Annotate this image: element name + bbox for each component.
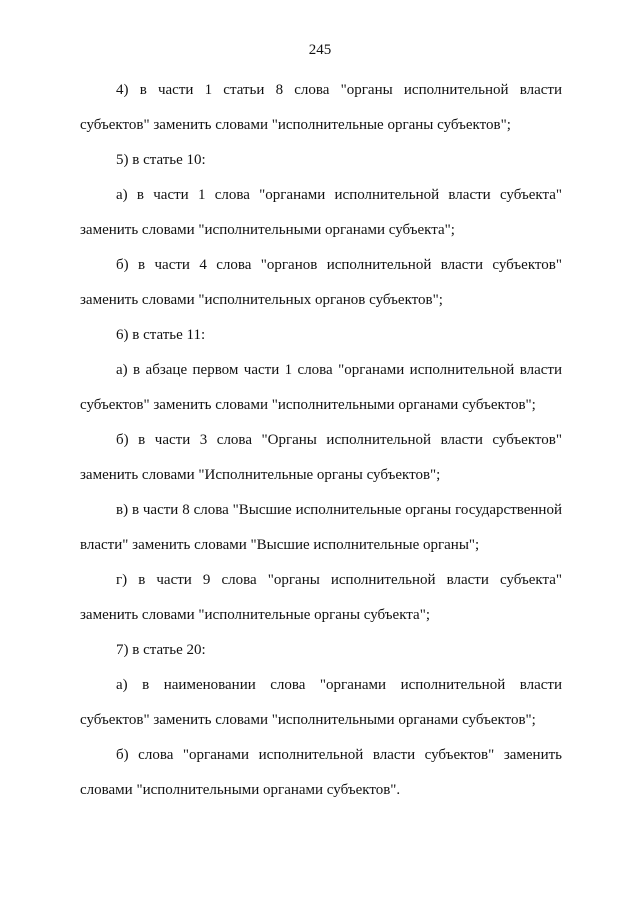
paragraph-item-6: 6) в статье 11: bbox=[116, 327, 206, 343]
paragraph-item-7a: а) в наименовании слова "органами исполнительной власти субъектов" заменить словами "исполнительными органами субъектов"; bbox=[80, 677, 562, 728]
paragraph-item-7: 7) в статье 20: bbox=[116, 642, 206, 658]
paragraph-item-5: 5) в статье 10: bbox=[116, 152, 206, 168]
paragraph-item-6b: б) в части 3 слова "Органы исполнительной власти субъектов" заменить словами "Исполнительные органы субъектов"; bbox=[80, 432, 562, 483]
paragraph-item-7b: б) слова "органами исполнительной власти субъектов" заменить словами "исполнительными органами субъектов". bbox=[80, 747, 562, 798]
paragraph-item-5a: а) в части 1 слова "органами исполнительной власти субъекта" заменить словами "исполнительными органами субъекта"; bbox=[80, 187, 562, 238]
paragraph-item-6v: в) в части 8 слова "Высшие исполнительные органы государственной власти" заменить словами "Высшие исполнительные органы"; bbox=[80, 502, 562, 553]
paragraph-item-6g: г) в части 9 слова "органы исполнительной власти субъекта" заменить словами "исполнительные органы субъекта"; bbox=[80, 572, 562, 623]
paragraph-item-5b: б) в части 4 слова "органов исполнительной власти субъектов" заменить словами "исполнительных органов субъектов"; bbox=[80, 257, 562, 308]
page-number: 245 bbox=[308, 42, 332, 58]
paragraph-item-4: 4) в части 1 статьи 8 слова "органы исполнительной власти субъектов" заменить словами "исполнительные органы субъектов"; bbox=[80, 82, 562, 133]
paragraph-item-6a: а) в абзаце первом части 1 слова "органами исполнительной власти субъектов" заменить словами "исполнительными органами субъектов"; bbox=[80, 362, 562, 413]
